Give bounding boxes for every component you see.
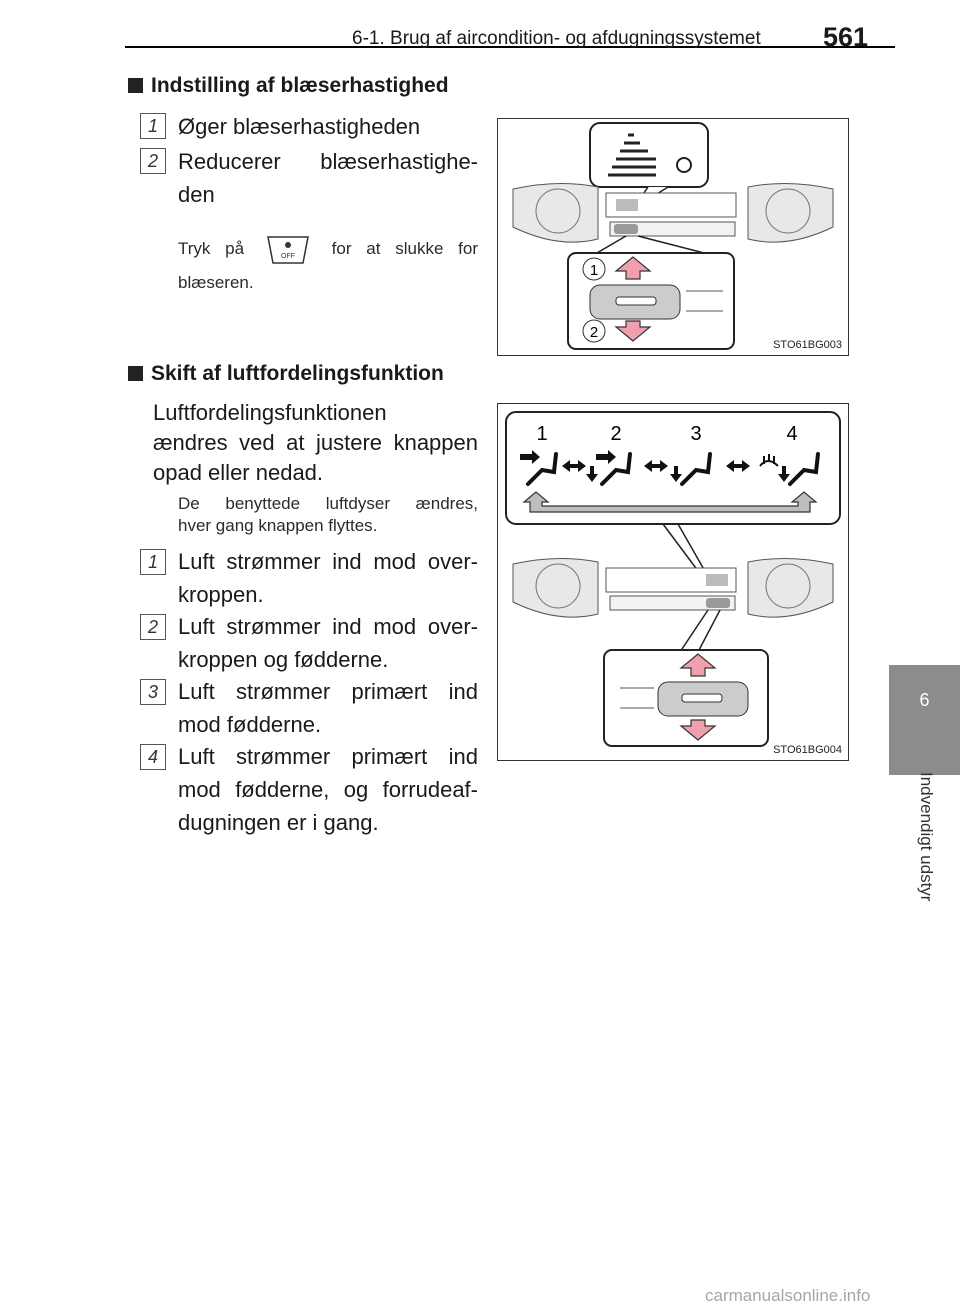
mode-2-badge: 2 <box>140 614 166 640</box>
heading-bullet-icon <box>128 366 143 381</box>
fig1-callout-2: 2 <box>589 324 599 341</box>
page-number: 561 <box>823 22 869 52</box>
callout-1-badge: 1 <box>140 113 166 139</box>
figure-code: STO61BG003 <box>773 339 842 351</box>
fan-off-note-line1 <box>178 232 478 266</box>
watermark: carmanualsonline.info <box>705 1286 871 1305</box>
mode-3-text <box>178 675 478 741</box>
note-post: for at slukke for <box>331 239 479 258</box>
mode-4-line1: Luft strømmer primært ind <box>178 744 478 769</box>
figure-air-distribution <box>497 403 849 761</box>
fig2-callout-4: 4 <box>786 423 798 445</box>
mode-1-line1: Luft strømmer ind mod over- <box>178 549 478 574</box>
heading-text: Skift af luftfordelingsfunktion <box>151 362 444 385</box>
fig2-callout-1: 1 <box>536 423 548 445</box>
mode-4-line3: dugningen er i gang. <box>178 810 379 835</box>
fan-decrease-line2: den <box>178 182 215 207</box>
chapter-tab[interactable] <box>889 665 960 775</box>
figure-code: STO61BG004 <box>773 744 842 756</box>
vents-note-line2: hver gang knappen flyttes. <box>178 516 378 535</box>
running-header-title: 6-1. Brug af aircondition- og afdugningssystemet <box>352 28 761 49</box>
mode-1-line2: kroppen. <box>178 582 264 607</box>
note-pre: Tryk på <box>178 239 245 258</box>
fig2-callout-2: 2 <box>610 423 622 445</box>
section-heading-air-distribution <box>128 362 444 386</box>
chapter-label: Indvendigt udstyr <box>917 772 936 902</box>
fan-off-button-icon <box>265 235 311 265</box>
section-heading-fan-speed <box>128 74 449 98</box>
mode-4-badge: 4 <box>140 744 166 770</box>
vents-note-line1: De benyttede luftdyser ændres, <box>178 494 478 513</box>
mode-4-line2: mod fødderne, og forrudeaf- <box>178 777 478 802</box>
para-line2: ændres ved at justere knappen <box>153 430 478 455</box>
fig2-callout-3: 3 <box>690 423 702 445</box>
mode-4-text <box>178 740 478 839</box>
fan-decrease-text <box>178 145 478 211</box>
mode-3-line1: Luft strømmer primært ind <box>178 679 478 704</box>
para-line1: Luftfordelingsfunktionen <box>153 400 387 425</box>
fan-off-button-text: OFF <box>280 252 295 260</box>
vents-note <box>178 493 478 537</box>
figure-fan-speed <box>497 118 849 356</box>
fan-speed-illustration <box>498 119 848 355</box>
air-distribution-illustration <box>498 404 848 760</box>
fan-decrease-line1: Reducerer blæserhastighe- <box>178 149 478 174</box>
mode-2-line2: kroppen og fødderne. <box>178 647 389 672</box>
mode-1-badge: 1 <box>140 549 166 575</box>
fan-increase-text: Øger blæserhastigheden <box>178 114 421 139</box>
callout-2-badge: 2 <box>140 148 166 174</box>
mode-1-text <box>178 545 478 611</box>
para-line3: opad eller nedad. <box>153 460 324 485</box>
heading-bullet-icon <box>128 78 143 93</box>
air-distribution-paragraph <box>153 398 478 488</box>
fan-off-note <box>178 232 478 300</box>
mode-2-text <box>178 610 478 676</box>
mode-3-badge: 3 <box>140 679 166 705</box>
chapter-number: 6 <box>919 690 930 710</box>
heading-text: Indstilling af blæserhastighed <box>151 74 449 97</box>
fig1-callout-1: 1 <box>589 262 599 279</box>
mode-3-line2: mod fødderne. <box>178 712 322 737</box>
fan-off-note-line2: blæseren. <box>178 273 254 292</box>
mode-2-line1: Luft strømmer ind mod over- <box>178 614 478 639</box>
